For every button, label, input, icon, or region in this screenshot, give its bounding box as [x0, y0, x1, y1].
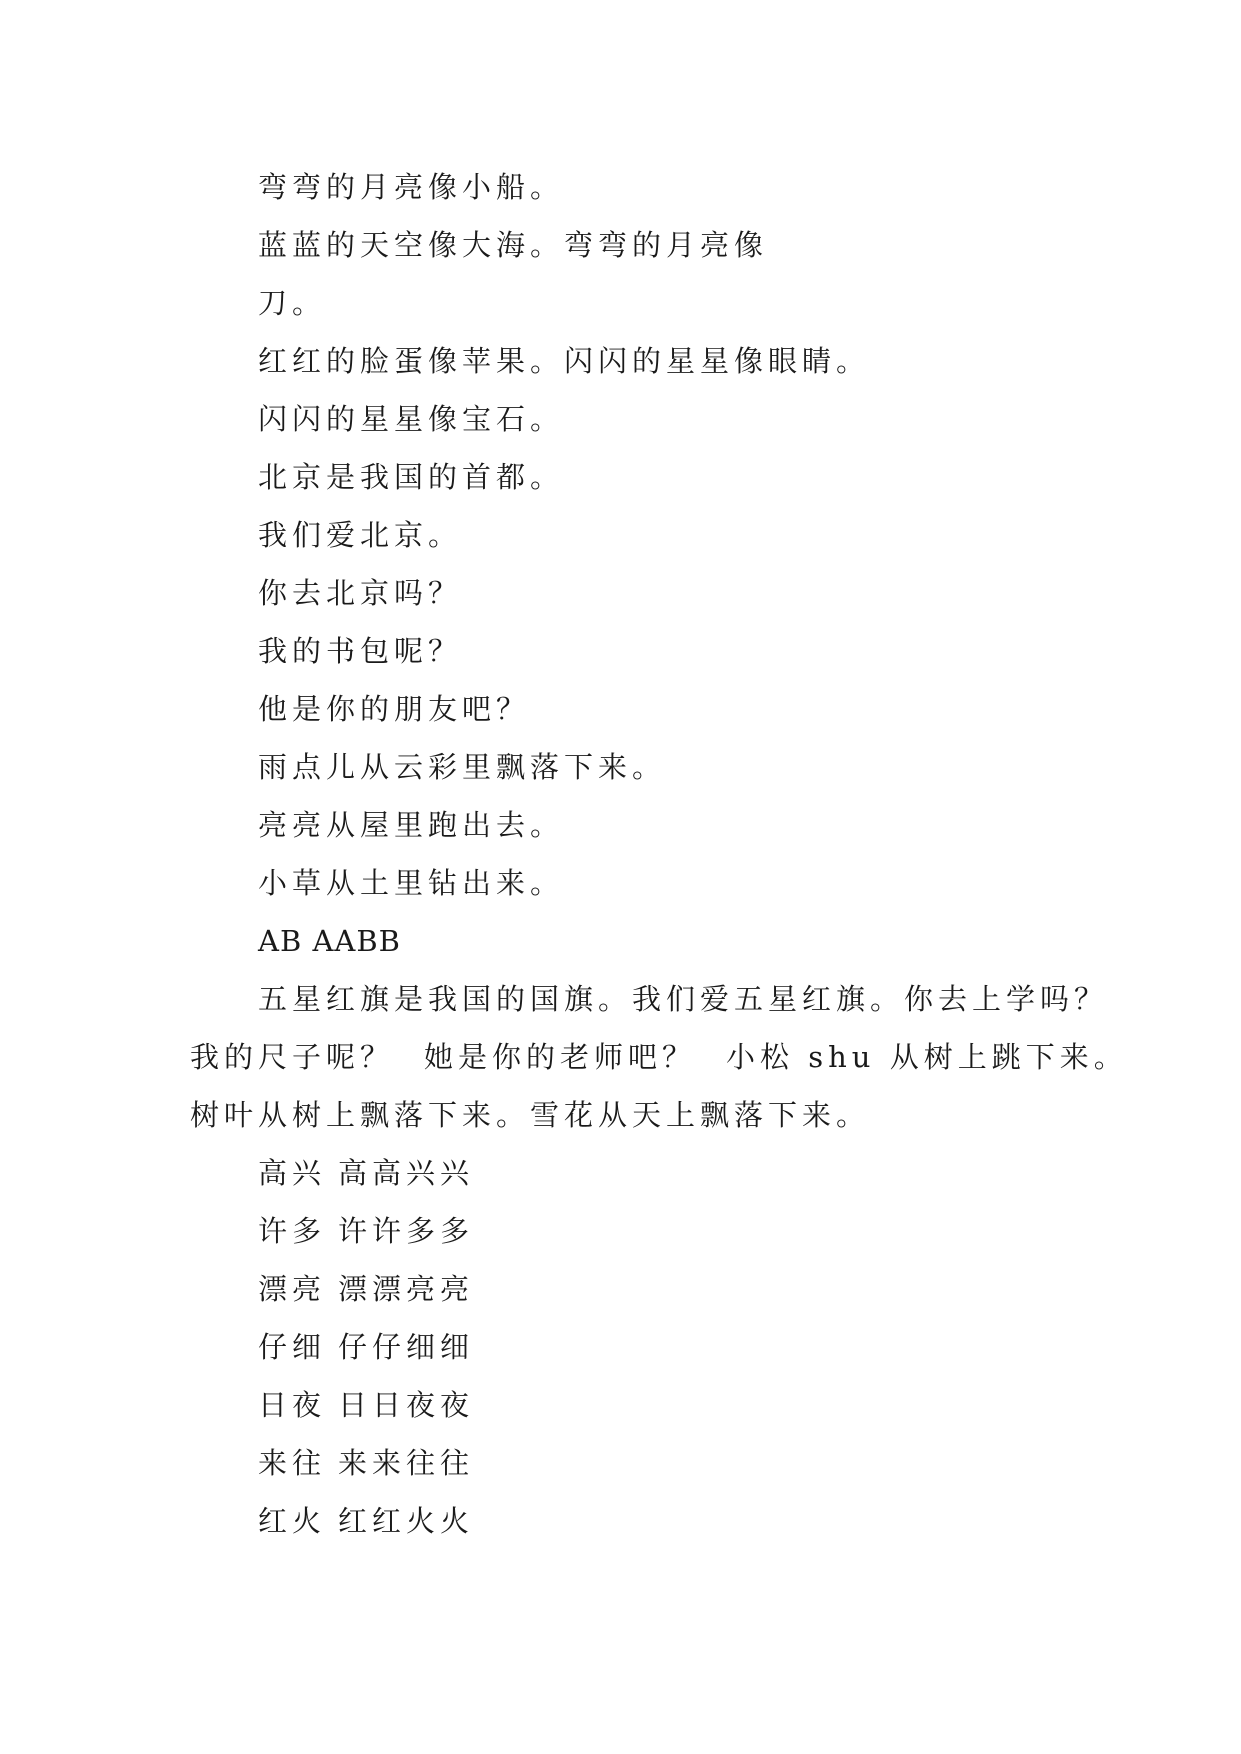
pattern-heading: AB AABB — [258, 924, 401, 958]
text-line: 北京是我国的首都。 — [258, 460, 565, 494]
text-line: 刀。 — [258, 286, 327, 320]
text-line: 弯弯的月亮像小船。 — [258, 170, 565, 204]
text-line: 你去北京吗？ — [258, 576, 463, 610]
word-aabb: 红红火火 — [338, 1504, 475, 1538]
word-aabb: 日日夜夜 — [338, 1388, 475, 1422]
paragraph-sentence: 小松 shu 从树上跳下来。 — [726, 1040, 1128, 1074]
text-line: 小草从土里钻出来。 — [258, 866, 565, 900]
paragraph-line: 树叶从树上飘落下来。雪花从天上飘落下来。 — [190, 1098, 871, 1132]
word-pair — [258, 1213, 474, 1249]
text-line: 亮亮从屋里跑出去。 — [258, 808, 565, 842]
paragraph-sentence: 她是你的老师吧？ — [424, 1040, 697, 1074]
paragraph-sentence: 我的尺子呢？ — [190, 1040, 395, 1074]
text-line: 蓝蓝的天空像大海。弯弯的月亮像 — [258, 228, 769, 262]
paragraph-line: 五星红旗是我国的国旗。我们爱五星红旗。你去上学吗？ — [258, 982, 1109, 1016]
word-pair — [258, 1271, 474, 1307]
word-pair — [258, 1445, 474, 1481]
word-ab: 仔细 — [258, 1330, 327, 1364]
word-ab: 日夜 — [258, 1388, 327, 1422]
word-ab: 高兴 — [258, 1156, 327, 1190]
word-aabb: 来来往往 — [338, 1446, 475, 1480]
text-line: 我们爱北京。 — [258, 518, 463, 552]
word-pair — [258, 1387, 474, 1423]
text-line: 他是你的朋友吧？ — [258, 692, 531, 726]
word-ab: 漂亮 — [258, 1272, 327, 1306]
word-aabb: 高高兴兴 — [338, 1156, 475, 1190]
text-line: 雨点儿从云彩里飘落下来。 — [258, 750, 667, 784]
word-pair — [258, 1329, 474, 1365]
word-pair — [258, 1503, 474, 1539]
text-line: 闪闪的星星像宝石。 — [258, 402, 565, 436]
word-aabb: 漂漂亮亮 — [338, 1272, 475, 1306]
word-aabb: 许许多多 — [338, 1214, 475, 1248]
text-line: 我的书包呢？ — [258, 634, 463, 668]
paragraph-line — [190, 1039, 1128, 1075]
word-ab: 红火 — [258, 1504, 327, 1538]
text-line: 红红的脸蛋像苹果。闪闪的星星像眼睛。 — [258, 344, 871, 378]
word-ab: 来往 — [258, 1446, 327, 1480]
word-pair — [258, 1155, 474, 1191]
word-aabb: 仔仔细细 — [338, 1330, 475, 1364]
word-ab: 许多 — [258, 1214, 327, 1248]
